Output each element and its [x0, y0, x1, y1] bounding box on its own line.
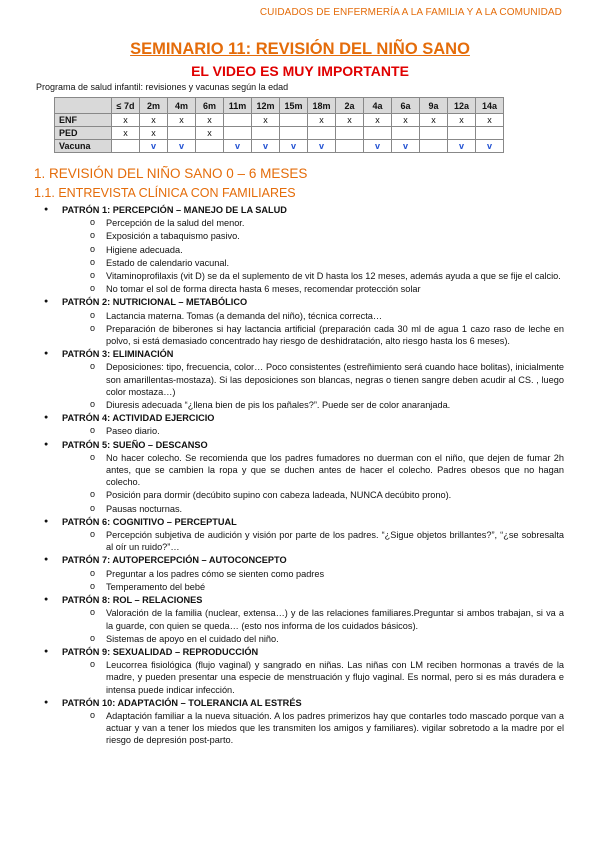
- pattern-heading: ● PATRÓN 10: ADAPTACIÓN – TOLERANCIA AL ESTRÉS: [38, 697, 564, 709]
- running-header: CUIDADOS DE ENFERMERÍA A LA FAMILIA Y A LA COMUNIDAD: [259, 7, 562, 18]
- list-item: o Percepción de la salud del menor.: [38, 217, 564, 229]
- list-item: o Leucorrea fisiológica (flujo vaginal) y sangrado en niñas. Las niñas con LM reciben hormonas a través de la madre, y pueden presentar una especie de menstruación y flujo vaginal. Es normal, pero si es más duradera e intensa puede indicar infección.: [38, 659, 564, 696]
- table-cell: [280, 114, 308, 127]
- table-cell: x: [168, 114, 196, 127]
- table-column-header: 12m: [252, 98, 280, 114]
- pattern-heading: ● PATRÓN 6: COGNITIVO – PERCEPTUAL: [38, 516, 564, 528]
- list-item: o No hacer colecho. Se recomienda que los padres fumadores no duerman con el niño, que dejen de fumar 2h antes, que se cambien la ropa y que se duchen antes de hacer el colecho. Padres obesos que no hagan colecho.: [38, 452, 564, 489]
- table-cell: [420, 127, 448, 140]
- table-column-header: 15m: [280, 98, 308, 114]
- table-cell: [476, 127, 504, 140]
- table-column-header: 14a: [476, 98, 504, 114]
- pattern-heading: ● PATRÓN 9: SEXUALIDAD – REPRODUCCIÓN: [38, 646, 564, 658]
- pattern-heading: ● PATRÓN 8: ROL – RELACIONES: [38, 594, 564, 606]
- list-item: o Diuresis adecuada “¿llena bien de pis los pañales?”. Puede ser de color anaranjada.: [38, 399, 564, 411]
- table-cell: x: [448, 114, 476, 127]
- table-row-label: PED: [55, 127, 112, 140]
- table-column-header: 4m: [168, 98, 196, 114]
- table-row: [55, 140, 504, 153]
- list-item: o Exposición a tabaquismo pasivo.: [38, 230, 564, 242]
- pattern-heading: ● PATRÓN 1: PERCEPCIÓN – MANEJO DE LA SALUD: [38, 204, 564, 216]
- table-cell: x: [476, 114, 504, 127]
- section-heading: 1. REVISIÓN DEL NIÑO SANO 0 – 6 MESES: [34, 166, 308, 181]
- table-row-label: Vacuna: [55, 140, 112, 153]
- vaccine-table: [54, 97, 504, 153]
- pattern-heading: ● PATRÓN 7: AUTOPERCEPCIÓN – AUTOCONCEPTO: [38, 554, 564, 566]
- table-cell: x: [112, 114, 140, 127]
- table-row: [55, 127, 504, 140]
- subsection-heading: 1.1. ENTREVISTA CLÍNICA CON FAMILIARES: [34, 186, 296, 200]
- table-caption: Programa de salud infantil: revisiones y vacunas según la edad: [36, 82, 289, 92]
- table-cell: v: [140, 140, 168, 153]
- list-item: o Lactancia materna. Tomas (a demanda del niño), técnica correcta…: [38, 310, 564, 322]
- list-item: o Sistemas de apoyo en el cuidado del niño.: [38, 633, 564, 645]
- table-column-header: 4a: [364, 98, 392, 114]
- table-cell: v: [252, 140, 280, 153]
- table-cell: [112, 140, 140, 153]
- table-cell: [280, 127, 308, 140]
- list-item: o Paseo diario.: [38, 425, 564, 437]
- list-item: o Preguntar a los padres cómo se sienten como padres: [38, 568, 564, 580]
- table-column-header: 18m: [308, 98, 336, 114]
- table-cell: x: [140, 114, 168, 127]
- table-cell: v: [392, 140, 420, 153]
- table-cell: [336, 127, 364, 140]
- list-item: o Posición para dormir (decúbito supino con cabeza ladeada, NUNCA decúbito prono).: [38, 489, 564, 501]
- table-cell: v: [224, 140, 252, 153]
- table-cell: x: [140, 127, 168, 140]
- list-item: o No tomar el sol de forma directa hasta 6 meses, recomendar protección solar: [38, 283, 564, 295]
- table-column-header: 2a: [336, 98, 364, 114]
- table-cell: v: [168, 140, 196, 153]
- table-cell: [252, 127, 280, 140]
- table-cell: [196, 140, 224, 153]
- list-item: o Estado de calendario vacunal.: [38, 257, 564, 269]
- list-item: o Valoración de la familia (nuclear, extensa…) y de las relaciones familiares.Preguntar si ambos trabajan, si va a la guarde, con quien se queda… (esto nos informa de los cuidados básicos).: [38, 607, 564, 631]
- table-cell: v: [476, 140, 504, 153]
- table-column-header: 2m: [140, 98, 168, 114]
- table-row: [55, 114, 504, 127]
- list-item: o Preparación de biberones si hay lactancia artificial (preparación cada 30 ml de agua 1 cazo raso de leche en polvo, si está demasiado concentrado hay riesgo de deshidratación, alto riesgo hasta los 6 meses).: [38, 323, 564, 347]
- table-cell: [364, 127, 392, 140]
- list-item: o Temperamento del bebé: [38, 581, 564, 593]
- table-cell: x: [112, 127, 140, 140]
- table-cell: [308, 127, 336, 140]
- table-cell: [392, 127, 420, 140]
- table-corner-cell: [55, 98, 112, 114]
- table-cell: x: [252, 114, 280, 127]
- table-cell: x: [420, 114, 448, 127]
- table-column-header: 9a: [420, 98, 448, 114]
- table-cell: v: [364, 140, 392, 153]
- pattern-heading: ● PATRÓN 3: ELIMINACIÓN: [38, 348, 564, 360]
- table-cell: [448, 127, 476, 140]
- page-subtitle: EL VIDEO ES MUY IMPORTANTE: [191, 63, 409, 79]
- list-item: o Vitaminoprofilaxis (vit D) se da el suplemento de vit D hasta los 12 meses, además ayuda a que se fije el calcio.: [38, 270, 564, 282]
- list-item: o Deposiciones: tipo, frecuencia, color… Poco consistentes (estreñimiento será cuando hace bolitas), inicialmente son amarillentas-mostaza). Si las deposiciones son blancas, negras o tienen sangre deben acudir al CS. , luego color mostaza…): [38, 361, 564, 398]
- table-cell: [224, 114, 252, 127]
- table-header-row: [55, 98, 504, 114]
- pattern-list: [38, 203, 564, 747]
- table-cell: [420, 140, 448, 153]
- table-column-header: 11m: [224, 98, 252, 114]
- table-cell: v: [448, 140, 476, 153]
- table-cell: [224, 127, 252, 140]
- pattern-heading: ● PATRÓN 4: ACTIVIDAD EJERCICIO: [38, 412, 564, 424]
- table-cell: v: [308, 140, 336, 153]
- list-item: o Percepción subjetiva de audición y visión por parte de los padres. “¿Sigue objetos brillantes?”, “¿se sobresalta al oír un ruido?”…: [38, 529, 564, 553]
- list-item: o Higiene adecuada.: [38, 244, 564, 256]
- list-item: o Pausas nocturnas.: [38, 503, 564, 515]
- table-cell: [168, 127, 196, 140]
- table-cell: x: [364, 114, 392, 127]
- table-column-header: 12a: [448, 98, 476, 114]
- table-column-header: ≤ 7d: [112, 98, 140, 114]
- table-cell: x: [196, 114, 224, 127]
- pattern-heading: ● PATRÓN 5: SUEÑO – DESCANSO: [38, 439, 564, 451]
- page-title: SEMINARIO 11: REVISIÓN DEL NIÑO SANO: [130, 40, 470, 58]
- table-row-label: ENF: [55, 114, 112, 127]
- table-cell: v: [280, 140, 308, 153]
- table-cell: x: [308, 114, 336, 127]
- list-item: o Adaptación familiar a la nueva situación. A los padres primerizos hay que contarles todo mascado porque van a actuar y van a tener los miedos que les transmiten los amigos y familiares). vigilar sobretodo a la madre por el riesgo de depresión post-parto.: [38, 710, 564, 747]
- table-cell: [336, 140, 364, 153]
- table-cell: x: [196, 127, 224, 140]
- table-cell: x: [336, 114, 364, 127]
- table-cell: x: [392, 114, 420, 127]
- pattern-heading: ● PATRÓN 2: NUTRICIONAL – METABÓLICO: [38, 296, 564, 308]
- table-column-header: 6a: [392, 98, 420, 114]
- table-column-header: 6m: [196, 98, 224, 114]
